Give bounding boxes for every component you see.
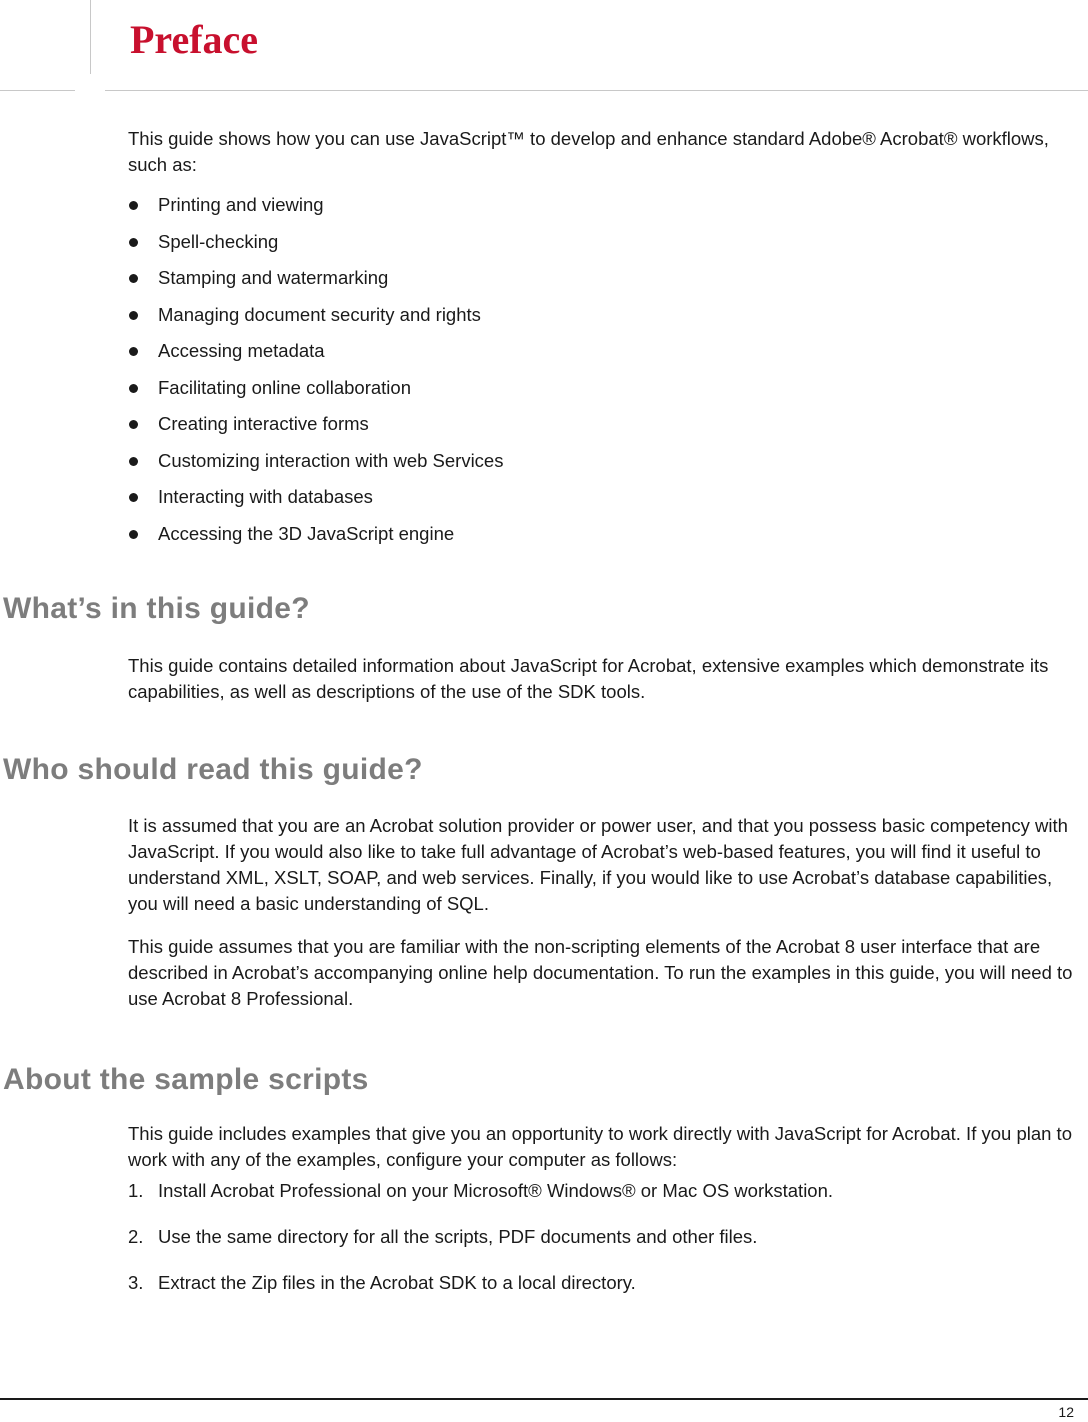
header-vertical-rule — [90, 0, 91, 74]
list-item — [128, 302, 503, 339]
list-item — [128, 448, 503, 485]
step-text: Use the same directory for all the scripts, PDF documents and other files. — [158, 1226, 758, 1247]
list-item-label: Interacting with databases — [158, 486, 373, 507]
step-number: 1. — [128, 1180, 144, 1201]
page-title: Preface — [130, 17, 259, 62]
bullet-icon — [129, 457, 138, 466]
footer-rule — [0, 1398, 1088, 1400]
step-text: Install Acrobat Professional on your Microsoft® Windows® or Mac OS workstation. — [158, 1180, 834, 1201]
section-paragraph: It is assumed that you are an Acrobat solution provider or power user, and that you possess basic competency with JavaScript. If you would also like to take full advantage of Acrobat’s web-based features, you will find it useful to understand XML, XSLT, SOAP, and web services. Finally, if you would like to use Acrobat’s database capabilities, you will need a basic understanding of SQL. — [128, 815, 1068, 914]
list-item-label: Printing and viewing — [158, 194, 324, 215]
step-number: 3. — [128, 1272, 144, 1293]
list-item-label: Facilitating online collaboration — [158, 376, 411, 398]
list-item-label: Customizing interaction with web Services — [158, 449, 504, 471]
section-heading-whats-in-guide: What’s in this guide? — [3, 592, 310, 625]
bullet-icon — [129, 311, 138, 320]
bullet-icon — [129, 384, 138, 393]
bullet-icon — [129, 274, 138, 283]
list-item — [128, 338, 503, 375]
list-item — [128, 375, 503, 412]
list-item-label: Stamping and watermarking — [158, 267, 389, 288]
list-item — [128, 1178, 833, 1224]
list-item — [128, 1224, 833, 1270]
page-number: 12 — [1058, 1404, 1074, 1420]
list-item — [128, 265, 503, 302]
intro-paragraph: This guide shows how you can use JavaScript™ to develop and enhance standard Adobe® Acrobat® workflows, such as: — [128, 128, 1049, 175]
list-item — [128, 484, 503, 521]
list-item — [128, 521, 503, 558]
section-paragraph: This guide assumes that you are familiar with the non-scripting elements of the Acrobat 8 user interface that are described in Acrobat’s accompanying online help documentation. To run the examples in this guide, you will need to use Acrobat 8 Professional. — [128, 936, 1073, 1009]
list-item-label: Spell-checking — [158, 230, 279, 252]
list-item — [128, 1270, 833, 1316]
section-heading-sample-scripts: About the sample scripts — [3, 1063, 369, 1096]
step-number: 2. — [128, 1226, 144, 1247]
bullet-icon — [129, 493, 138, 502]
header-rule-left — [0, 90, 75, 91]
setup-steps-list — [128, 1178, 833, 1316]
section-paragraph: This guide contains detailed information about JavaScript for Acrobat, extensive examples which demonstrate its capabilities, as well as descriptions of the use of the SDK tools. — [128, 655, 1049, 702]
bullet-icon — [129, 420, 138, 429]
list-item — [128, 411, 503, 448]
section-paragraph: This guide includes examples that give you an opportunity to work directly with JavaScript for Acrobat. If you plan to work with any of the examples, configure your computer as follows: — [128, 1123, 1072, 1170]
workflow-list — [128, 192, 503, 557]
list-item-label: Managing document security and rights — [158, 303, 481, 325]
header-rule-right — [105, 90, 1088, 91]
list-item — [128, 229, 503, 266]
list-item-label: Accessing metadata — [158, 340, 325, 361]
bullet-icon — [129, 201, 138, 210]
step-text: Extract the Zip files in the Acrobat SDK to a local directory. — [158, 1272, 636, 1293]
section-heading-who-should-read: Who should read this guide? — [3, 753, 423, 786]
bullet-icon — [129, 347, 138, 356]
bullet-icon — [129, 238, 138, 247]
bullet-icon — [129, 530, 138, 539]
list-item-label: Creating interactive forms — [158, 413, 369, 434]
list-item — [128, 192, 503, 229]
list-item-label: Accessing the 3D JavaScript engine — [158, 522, 455, 544]
